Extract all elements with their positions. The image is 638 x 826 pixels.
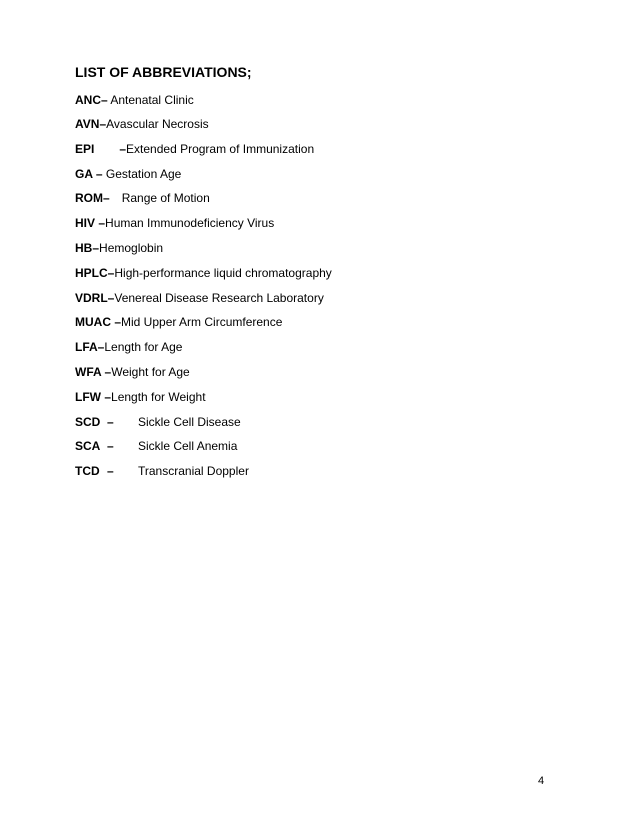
abbreviation-separator: – bbox=[92, 241, 100, 255]
page-number: 4 bbox=[538, 775, 545, 787]
abbreviation-definition: Length for Weight bbox=[111, 390, 206, 404]
abbreviation-term: TCD bbox=[75, 464, 100, 478]
abbreviation-definition: Transcranial Doppler bbox=[138, 464, 249, 478]
abbreviation-separator: – bbox=[99, 117, 107, 131]
abbreviation-separator: – bbox=[101, 390, 112, 404]
abbreviation-term: MUAC bbox=[75, 315, 111, 329]
page-title: LIST OF ABBREVIATIONS; bbox=[75, 64, 252, 80]
abbreviation-term: SCD bbox=[75, 415, 101, 429]
abbreviation-term: WFA bbox=[75, 365, 102, 379]
abbreviation-row bbox=[75, 240, 163, 256]
abbreviation-separator: – bbox=[107, 464, 114, 478]
abbreviation-definition: Antenatal Clinic bbox=[107, 93, 194, 107]
abbreviation-definition: High-performance liquid chromatography bbox=[114, 266, 332, 280]
abbreviation-separator: – bbox=[97, 340, 105, 354]
abbreviation-definition: Sickle Cell Anemia bbox=[138, 439, 238, 453]
abbreviation-row bbox=[75, 116, 209, 132]
abbreviation-row bbox=[75, 463, 249, 479]
abbreviation-separator: – bbox=[103, 191, 110, 205]
abbreviation-row bbox=[75, 92, 194, 108]
abbreviation-row bbox=[75, 265, 332, 281]
abbreviation-term: ROM bbox=[75, 191, 103, 205]
abbreviation-separator: – bbox=[101, 93, 108, 107]
abbreviation-term: HB bbox=[75, 241, 93, 255]
abbreviation-term: AVN bbox=[75, 117, 100, 131]
abbreviation-term: LFW bbox=[75, 390, 101, 404]
abbreviation-row bbox=[75, 389, 206, 405]
abbreviation-row bbox=[75, 414, 241, 430]
abbreviation-separator: – bbox=[101, 365, 112, 379]
abbreviation-term: GA bbox=[75, 167, 93, 181]
abbreviation-definition: Venereal Disease Research Laboratory bbox=[114, 291, 324, 305]
abbreviation-separator: – bbox=[107, 439, 114, 453]
abbreviation-definition: Human Immunodeficiency Virus bbox=[105, 216, 275, 230]
abbreviation-definition: Extended Program of Immunization bbox=[126, 142, 315, 156]
abbreviation-separator: – bbox=[111, 315, 122, 329]
abbreviation-row bbox=[75, 339, 182, 355]
abbreviation-row bbox=[75, 190, 210, 206]
abbreviation-definition: Avascular Necrosis bbox=[106, 117, 209, 131]
abbreviation-definition: Sickle Cell Disease bbox=[138, 415, 241, 429]
abbreviation-term: ANC bbox=[75, 93, 101, 107]
abbreviation-term: LFA bbox=[75, 340, 98, 354]
abbreviation-definition: Weight for Age bbox=[111, 365, 190, 379]
abbreviation-term: VDRL bbox=[75, 291, 108, 305]
abbreviation-term: EPI bbox=[75, 142, 95, 156]
abbreviation-term: HIV bbox=[75, 216, 96, 230]
abbreviation-term: HPLC bbox=[75, 266, 108, 280]
abbreviation-separator: – bbox=[119, 142, 127, 156]
abbreviation-row bbox=[75, 166, 181, 182]
abbreviation-separator: – bbox=[95, 216, 106, 230]
abbreviation-definition: Length for Age bbox=[104, 340, 183, 354]
abbreviation-row bbox=[75, 215, 274, 231]
abbreviation-separator: – bbox=[107, 291, 115, 305]
abbreviation-row bbox=[75, 314, 282, 330]
abbreviation-row bbox=[75, 290, 324, 306]
abbreviation-definition: Mid Upper Arm Circumference bbox=[121, 315, 283, 329]
abbreviation-definition: Hemoglobin bbox=[99, 241, 164, 255]
abbreviation-definition: Gestation Age bbox=[102, 167, 182, 181]
abbreviation-separator: – bbox=[107, 415, 114, 429]
abbreviation-row bbox=[75, 364, 190, 380]
abbreviation-term: SCA bbox=[75, 439, 101, 453]
abbreviation-row bbox=[75, 438, 237, 454]
abbreviation-row bbox=[75, 141, 314, 157]
abbreviation-separator: – bbox=[107, 266, 115, 280]
abbreviation-definition: Range of Motion bbox=[121, 191, 210, 205]
abbreviation-separator: – bbox=[92, 167, 103, 181]
